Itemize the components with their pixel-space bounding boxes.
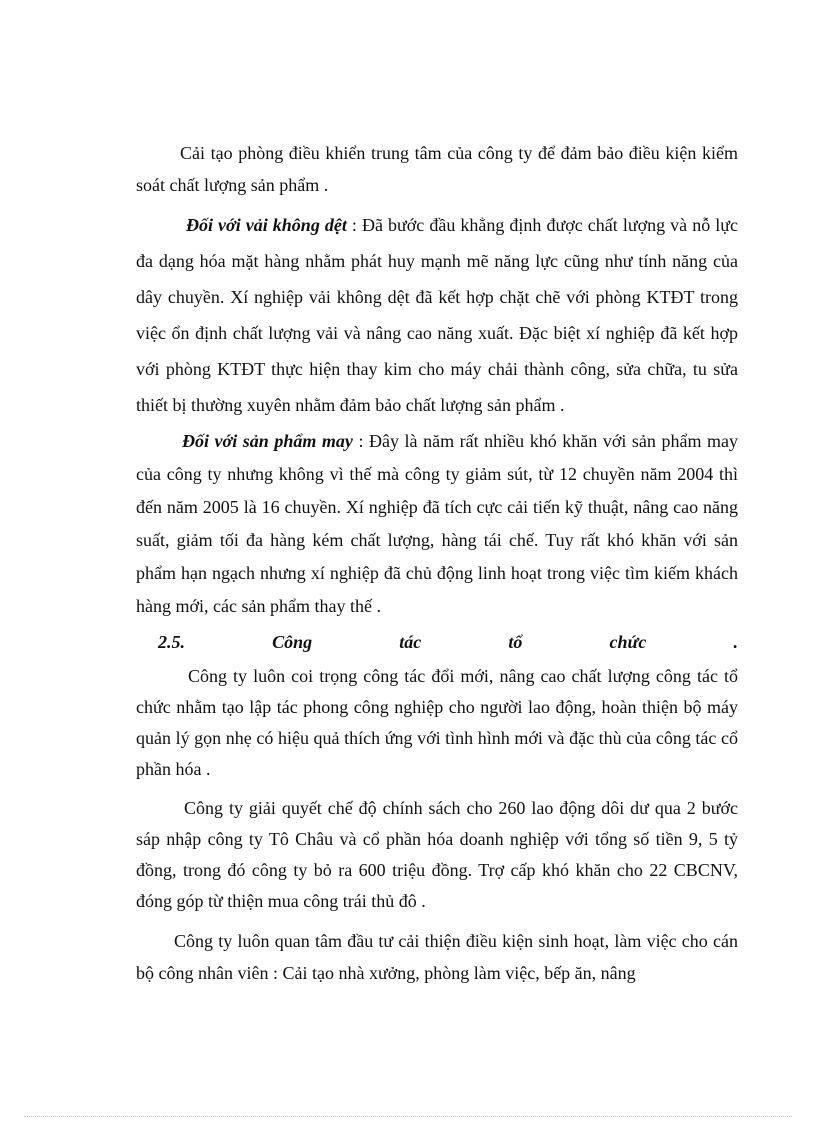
paragraph-nonwoven-fabric — [136, 207, 738, 423]
paragraph-labor-policy: Công ty giải quyết chế độ chính sách cho 260 lao động dôi dư qua 2 bước sáp nhập công ty Tô Châu và cổ phần hóa doanh nghiệp với tổng số tiền 9, 5 tỷ đồng, trong đó công ty bỏ ra 600 triệu đồng. Trợ cấp khó khăn cho 22 CBCNV, đóng góp từ thiện mua công trái thủ đô . — [136, 798, 738, 911]
paragraph-garment-products — [136, 425, 738, 623]
document-body — [136, 137, 738, 989]
heading-word: chức — [609, 632, 647, 652]
paragraph-lead: Đối với vải không dệt — [186, 215, 347, 235]
paragraph-control-room: Cải tạo phòng điều khiển trung tâm của công ty để đảm bảo điều kiện kiểm soát chất lượng sản phẩm . — [136, 143, 738, 195]
heading-word: tác — [399, 632, 422, 652]
page-bottom-divider — [24, 1116, 792, 1117]
paragraph-working-conditions: Công ty luôn quan tâm đầu tư cải thiện điều kiện sinh hoạt, làm việc cho cán bộ công nhân viên : Cải tạo nhà xưởng, phòng làm việc, bếp ăn, nâng — [136, 931, 738, 983]
paragraph-body: : Đã bước đầu khẳng định được chất lượng và nỗ lực đa dạng hóa mặt hàng nhằm phát huy mạnh mẽ năng lực cũng như tính năng của dây chuyền. Xí nghiệp vải không dệt đã kết hợp chặt chẽ với phòng KTĐT trong việc ổn định chất lượng vải và nâng cao năng xuất. Đặc biệt xí nghiệp đã kết hợp với phòng KTĐT thực hiện thay kim cho máy chải thành công, sửa chữa, tu sửa thiết bị thường xuyên nhằm đảm bảo chất lượng sản phẩm . — [136, 215, 738, 415]
section-number: 2.5. — [158, 632, 185, 652]
heading-word: Công — [272, 632, 313, 652]
section-heading — [136, 627, 738, 657]
paragraph-body: : Đây là năm rất nhiều khó khăn với sản phẩm may của công ty nhưng không vì thế mà công ty giảm sút, từ 12 chuyền năm 2004 thì đến năm 2005 là 16 chuyền. Xí nghiệp đã tích cực cải tiến kỹ thuật, nâng cao năng suất, giảm tối đa hàng kém chất lượng, hàng tái chế. Tuy rất khó khăn với sản phẩm hạn ngạch nhưng xí nghiệp đã chủ động linh hoạt trong việc tìm kiếm khách hàng mới, các sản phẩm thay thế . — [136, 431, 738, 616]
paragraph-organization-work: Công ty luôn coi trọng công tác đổi mới, nâng cao chất lượng công tác tổ chức nhằm tạo lập tác phong công nghiệp cho người lao động, hoàn thiện bộ máy quản lý gọn nhẹ có hiệu quả thích ứng với tình hình mới và đặc thù của công tác cổ phần hóa . — [136, 666, 738, 779]
paragraph-lead: Đối với sản phẩm may — [182, 431, 353, 451]
heading-word: tổ — [508, 632, 523, 652]
heading-word: . — [733, 632, 738, 652]
